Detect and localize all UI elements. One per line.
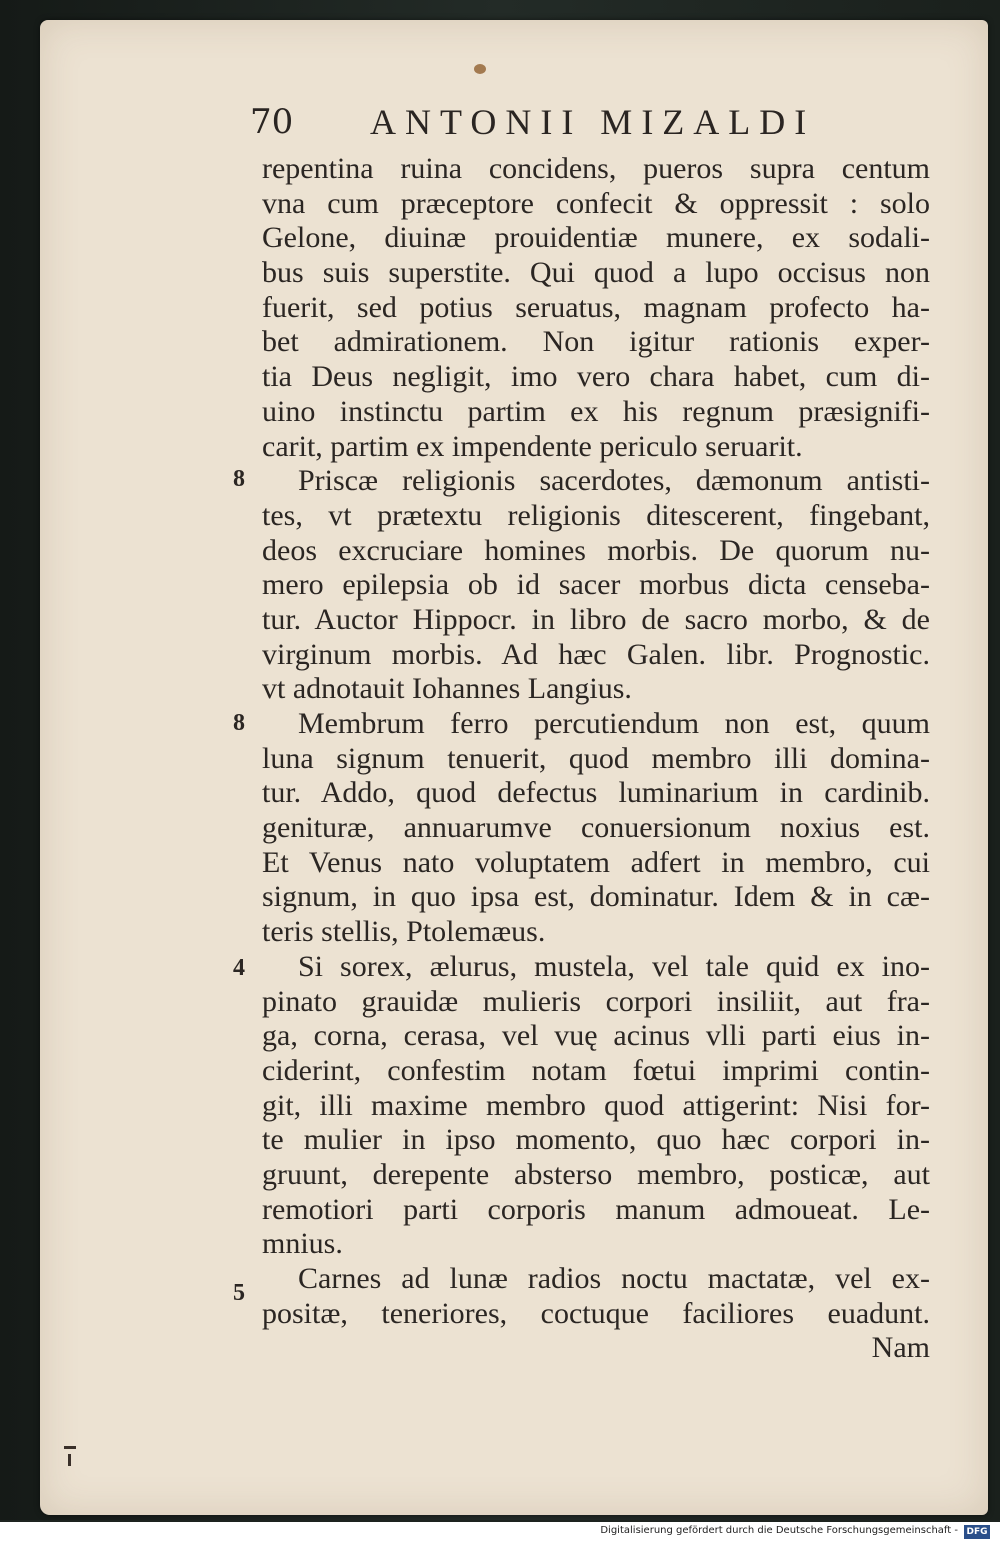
text-line: bet admirationem. Non igitur rationis exper- <box>262 325 930 359</box>
text-line: tes, vt prætextu religionis ditescerent, fingebant, <box>262 498 930 532</box>
text-line: mnius. <box>262 1227 343 1261</box>
text-line: ga, corna, cerasa, vel vuę acinus vlli parti eius in- <box>262 1019 930 1053</box>
text-line: tur. Addo, quod defectus luminarium in cardinib. <box>262 776 930 810</box>
margin-mark <box>68 1454 71 1466</box>
text-line: carit, partim ex impendente periculo seruarit. <box>262 429 803 463</box>
page-number: 70 <box>250 102 294 142</box>
text-line: luna signum tenuerit, quod membro illi domina- <box>262 741 930 775</box>
text-line: bus suis superstite. Qui quod a lupo occisus non <box>262 256 930 290</box>
text-line: te mulier in ipso momento, quo hæc corpori in- <box>262 1123 930 1157</box>
text-line: uino instinctu partim ex his regnum præsignifi- <box>262 394 930 428</box>
text-line: Priscæ religionis sacerdotes, dæmonum antisti- <box>298 464 930 498</box>
text-line: signum, in quo ipsa est, dominatur. Idem & in cæ- <box>262 880 930 914</box>
text-line: genituræ, annuarumve conuersionum noxius est. <box>262 811 930 845</box>
text-line: deos excruciare homines morbis. De quorum nu- <box>262 533 930 567</box>
paragraph-marker-3: 4 <box>233 955 245 981</box>
funding-credit: Digitalisierung gefördert durch die Deutsche Forschungsgemeinschaft - <box>600 1525 958 1536</box>
text-line: gruunt, derepente absterso membro, posticæ, aut <box>262 1157 930 1191</box>
text-line: tia Deus negligit, imo vero chara habet, cum di- <box>262 360 930 394</box>
margin-mark <box>64 1446 76 1449</box>
text-line: fuerit, sed potius seruatus, magnam profecto ha- <box>262 290 930 324</box>
text-line: Si sorex, ælurus, mustela, vel tale quid ex ino- <box>298 949 930 983</box>
catchword: Nam <box>871 1331 930 1365</box>
text-line: virginum morbis. Ad hæc Galen. libr. Prognostic. <box>262 637 930 671</box>
ink-spot-ornament <box>474 64 486 74</box>
paragraph-marker-1: 8 <box>233 466 245 492</box>
text-line: git, illi maxime membro quod attigerint: Nisi for- <box>262 1088 930 1122</box>
paragraph-marker-2: 8 <box>233 710 245 736</box>
text-line: mero epilepsia ob id sacer morbus dicta censeba- <box>262 568 930 602</box>
text-line: positæ, teneriores, coctuque faciliores euadunt. <box>262 1296 930 1330</box>
text-line: Membrum ferro percutiendum non est, quum <box>298 707 930 740</box>
footer-bar <box>0 1522 1000 1543</box>
text-line: Gelone, diuinæ prouidentiæ munere, ex sodali- <box>262 221 930 255</box>
text-line: vna cum præceptore confecit & oppressit : solo <box>262 186 930 220</box>
text-line: remotiori parti corporis manum admoueat. Le- <box>262 1192 930 1226</box>
text-line: ciderint, confestim notam fœtui imprimi contin- <box>262 1053 930 1087</box>
text-line: tur. Auctor Hippocr. in libro de sacro morbo, & de <box>262 602 930 636</box>
page-header <box>250 98 940 146</box>
dfg-logo[interactable]: DFG <box>964 1525 990 1539</box>
body-text <box>262 152 930 1366</box>
text-line: teris stellis, Ptolemæus. <box>262 915 546 949</box>
running-head: ANTONII MIZALDI <box>370 102 816 142</box>
text-line: Et Venus nato voluptatem adfert in membro, cui <box>262 845 930 879</box>
text-line: Carnes ad lunæ radios noctu mactatæ, vel ex- <box>298 1262 930 1295</box>
text-line: vt adnotauit Iohannes Langius. <box>262 672 632 706</box>
text-line: pinato grauidæ mulieris corpori insiliit, aut fra- <box>262 984 930 1018</box>
paragraph-marker-4: 5 <box>233 1280 245 1306</box>
text-line: repentina ruina concidens, pueros supra centum <box>262 152 930 185</box>
